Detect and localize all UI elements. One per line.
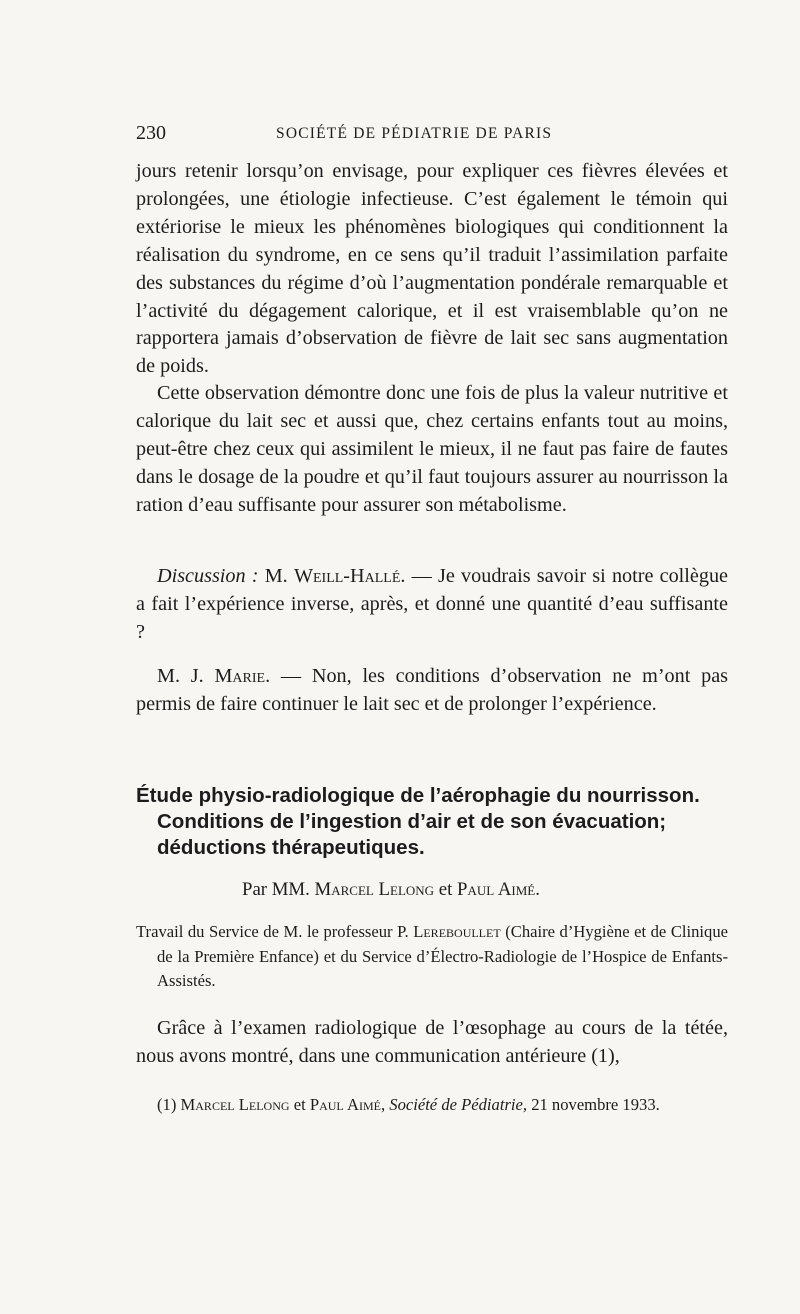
paragraph-continuation: jours retenir lorsqu’on envisage, pour expliquer ces fièvres élevées et prolongées, une étiologie infectieuse. C’est également le témoin qui extériorise le mieux les phénomènes biologiques qui conditionnent la réalisation du syndrome, en ce sens qu’il traduit l’assimilation parfaite des substances du régime d’où l’augmentation pondérale remarquable et l’activité du dégagement calorique, et il est vraisemblable qu’on ne rapportera jamais d’observation de fièvre de lait sec sans augmentation de poids.	[136, 160, 728, 378]
discussion-speaker-prefix: M.	[264, 565, 288, 587]
author-1: Marcel Lelong	[314, 879, 435, 900]
footnote-number: (1)	[157, 1095, 177, 1114]
running-head: SOCIÉTÉ DE PÉDIATRIE DE PARIS	[276, 125, 553, 142]
affiliation-name: Lereboullet	[413, 922, 501, 941]
reply-paragraph	[136, 663, 728, 719]
authors-and: et	[438, 879, 453, 900]
discussion-text: — Je voudrais savoir si notre collègue a fait l’expérience inverse, après, et donné une quantité d’eau suffisante ?	[136, 565, 729, 643]
article-affiliation	[136, 920, 728, 994]
article-title-line-1: Étude physio-radiologique de l’aérophagie du nourrisson.	[136, 784, 700, 807]
footnote-author-2: Paul Aimé,	[309, 1095, 386, 1114]
article-title	[136, 783, 738, 861]
discussion-paragraph	[136, 563, 728, 647]
article-authors	[242, 878, 540, 902]
authors-prefix: Par MM.	[242, 879, 310, 900]
footnote	[136, 1094, 728, 1115]
page-header	[136, 122, 728, 148]
reply-speaker: Marie.	[214, 665, 271, 687]
affiliation-part-2: (Chaire d’Hygiène et de Clinique de la Première Enfance) et du Service d’Électro-Radiologie de l’Hospice de Enfants-Assistés.	[157, 922, 728, 990]
discussion-speaker: Weill-Hallé.	[293, 565, 406, 587]
article-title-line-3: déductions thérapeutiques.	[157, 836, 425, 859]
reply-text: — Non, les conditions d’observation ne m’ont pas permis de faire continuer le lait sec et de prolonger l’expérience.	[136, 665, 729, 715]
paragraph-article-start: Grâce à l’examen radiologique de l’œsophage au cours de la tétée, nous avons montré, dans une communication antérieure (1),	[136, 1017, 728, 1067]
footnote-and: et	[293, 1095, 306, 1114]
paragraph-observation-conclusion: Cette observation démontre donc une fois de plus la valeur nutritive et calorique du lait sec et aussi que, chez certains enfants tout au moins, peut-être chez ceux qui assimilent le mieux, il ne faut pas faire de fautes dans le dosage de la poudre et qu’il faut toujours assurer au nourrisson la ration d’eau suffisante pour assurer son métabolisme.	[136, 382, 728, 516]
affiliation-part-1: Travail du Service de M. le professeur P.	[136, 922, 409, 941]
footnote-date: 21 novembre 1933.	[531, 1095, 660, 1114]
footnote-author-1: Marcel Lelong	[180, 1095, 290, 1114]
page-number: 230	[136, 122, 166, 144]
footnote-journal: Société de Pédiatrie,	[389, 1095, 528, 1114]
reply-speaker-prefix: M. J.	[157, 665, 204, 687]
discussion-label: Discussion :	[157, 565, 259, 587]
author-2: Paul Aimé.	[457, 879, 540, 900]
article-title-line-2: Conditions de l’ingestion d’air et de son évacuation;	[157, 810, 667, 833]
